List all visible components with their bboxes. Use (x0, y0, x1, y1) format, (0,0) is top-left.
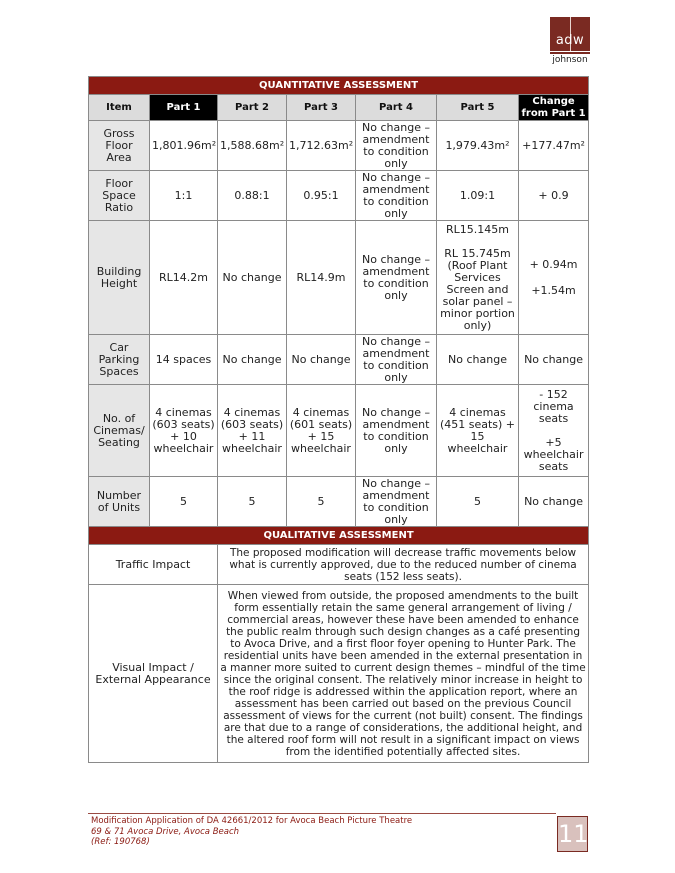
row-item-label: Number of Units (89, 477, 150, 527)
cell-part-4: No change – amendment to condition only (356, 335, 437, 385)
row-item-label: Gross Floor Area (89, 121, 150, 171)
table-row (89, 221, 589, 335)
cell-part-3: 4 cinemas (601 seats) + 15 wheelchair (287, 385, 356, 477)
header-part-5: Part 5 (437, 95, 519, 121)
row-item-label: No. of Cinemas/ Seating (89, 385, 150, 477)
footer-divider (88, 813, 556, 814)
table-row (89, 477, 589, 527)
table-row (89, 171, 589, 221)
cell-change-line-2: +1.54m (531, 283, 576, 297)
table-row (89, 335, 589, 385)
page-number: 11 (557, 816, 588, 852)
cell-change-line-2: +5 wheelchair seats (523, 435, 584, 473)
header-part-3: Part 3 (287, 95, 356, 121)
cell-change (519, 385, 589, 477)
cell-part-5-line-1: RL15.145m (446, 222, 509, 236)
header-part-2: Part 2 (218, 95, 287, 121)
logo-main-text: adw (555, 33, 585, 48)
cell-part-2: 5 (218, 477, 287, 527)
cell-change-line-1: + 0.94m (529, 257, 578, 271)
footer-line-1: Modification Application of DA 42661/2012 for Avoca Beach Picture Theatre (91, 816, 413, 826)
cell-part-1: 4 cinemas (603 seats) + 10 wheelchair (150, 385, 218, 477)
cell-part-2: No change (218, 221, 287, 335)
cell-change: +177.47m² (519, 121, 589, 171)
cell-part-5: 4 cinemas (451 seats) + 15 wheelchair (437, 385, 519, 477)
header-change: Change from Part 1 (519, 95, 589, 121)
header-part-1: Part 1 (150, 95, 218, 121)
cell-part-4: No change – amendment to condition only (356, 221, 437, 335)
cell-part-1: 1,801.96m² (150, 121, 218, 171)
cell-part-2: No change (218, 335, 287, 385)
cell-part-2: 1,588.68m² (218, 121, 287, 171)
qualitative-text: When viewed from outside, the proposed amendments to the built form essentially retain the same general arrangement of living / commercial areas, however these have been amended to enhance the public realm through such design changes as a café presenting to Avoca Drive, and a first floor foyer opening to Hunter Park. The residential units have been amended in the external presentation in a manner more suited to current design themes – mindful of the time since the original consent. The relatively minor increase in height to the roof ridge is addressed within the application report, where an assessment has been carried out based on the previous Council assessment of views for the current (not built) consent. The findings are that due to a range of considerations, the additional height, and the altered roof form will not result in a significant impact on views from the identified potentially affected sites. (218, 585, 589, 763)
header-item: Item (89, 95, 150, 121)
cell-change: No change (519, 477, 589, 527)
company-logo (550, 17, 590, 65)
cell-change: + 0.9 (519, 171, 589, 221)
table-row (89, 385, 589, 477)
quantitative-title: QUANTITATIVE ASSESSMENT (89, 77, 589, 95)
cell-part-5: 1.09:1 (437, 171, 519, 221)
cell-part-3: 1,712.63m² (287, 121, 356, 171)
cell-part-3: RL14.9m (287, 221, 356, 335)
cell-part-5: 1,979.43m² (437, 121, 519, 171)
cell-part-5: 5 (437, 477, 519, 527)
cell-part-4: No change – amendment to condition only (356, 385, 437, 477)
cell-part-2: 4 cinemas (603 seats) + 11 wheelchair (218, 385, 287, 477)
qualitative-text: The proposed modification will decrease traffic movements below what is currently approved, due to the reduced number of cinema seats (152 less seats). (218, 545, 589, 585)
footer (91, 816, 412, 848)
table-row (89, 545, 589, 585)
footer-line-3: (Ref: 190768) (91, 837, 150, 847)
cell-part-1: 5 (150, 477, 218, 527)
assessment-table (88, 76, 589, 763)
cell-part-4: No change – amendment to condition only (356, 121, 437, 171)
table-row (89, 585, 589, 763)
cell-part-4: No change – amendment to condition only (356, 477, 437, 527)
cell-change: No change (519, 335, 589, 385)
row-item-label: Car Parking Spaces (89, 335, 150, 385)
table-header-row (89, 95, 589, 121)
cell-part-5 (437, 221, 519, 335)
cell-part-3: 5 (287, 477, 356, 527)
cell-part-1: 1:1 (150, 171, 218, 221)
footer-line-2: 69 & 71 Avoca Drive, Avoca Beach (91, 826, 240, 837)
cell-part-3: No change (287, 335, 356, 385)
cell-part-3: 0.95:1 (287, 171, 356, 221)
cell-part-1: 14 spaces (150, 335, 218, 385)
qualitative-label: Visual Impact / External Appearance (89, 585, 218, 763)
row-item-label: Floor Space Ratio (89, 171, 150, 221)
qualitative-label: Traffic Impact (89, 545, 218, 585)
cell-change (519, 221, 589, 335)
logo-sub-text: johnson (552, 55, 588, 65)
cell-part-2: 0.88:1 (218, 171, 287, 221)
logo-mark (550, 17, 590, 51)
cell-change-line-1: - 152 cinema seats (533, 387, 574, 425)
cell-part-5: No change (437, 335, 519, 385)
cell-part-5-line-2: RL 15.745m (Roof Plant Services Screen and solar panel – minor portion only) (440, 246, 515, 332)
cell-part-1: RL14.2m (150, 221, 218, 335)
qualitative-title: QUALITATIVE ASSESSMENT (89, 527, 589, 545)
table-row (89, 121, 589, 171)
header-part-4: Part 4 (356, 95, 437, 121)
row-item-label: Building Height (89, 221, 150, 335)
cell-part-4: No change – amendment to condition only (356, 171, 437, 221)
